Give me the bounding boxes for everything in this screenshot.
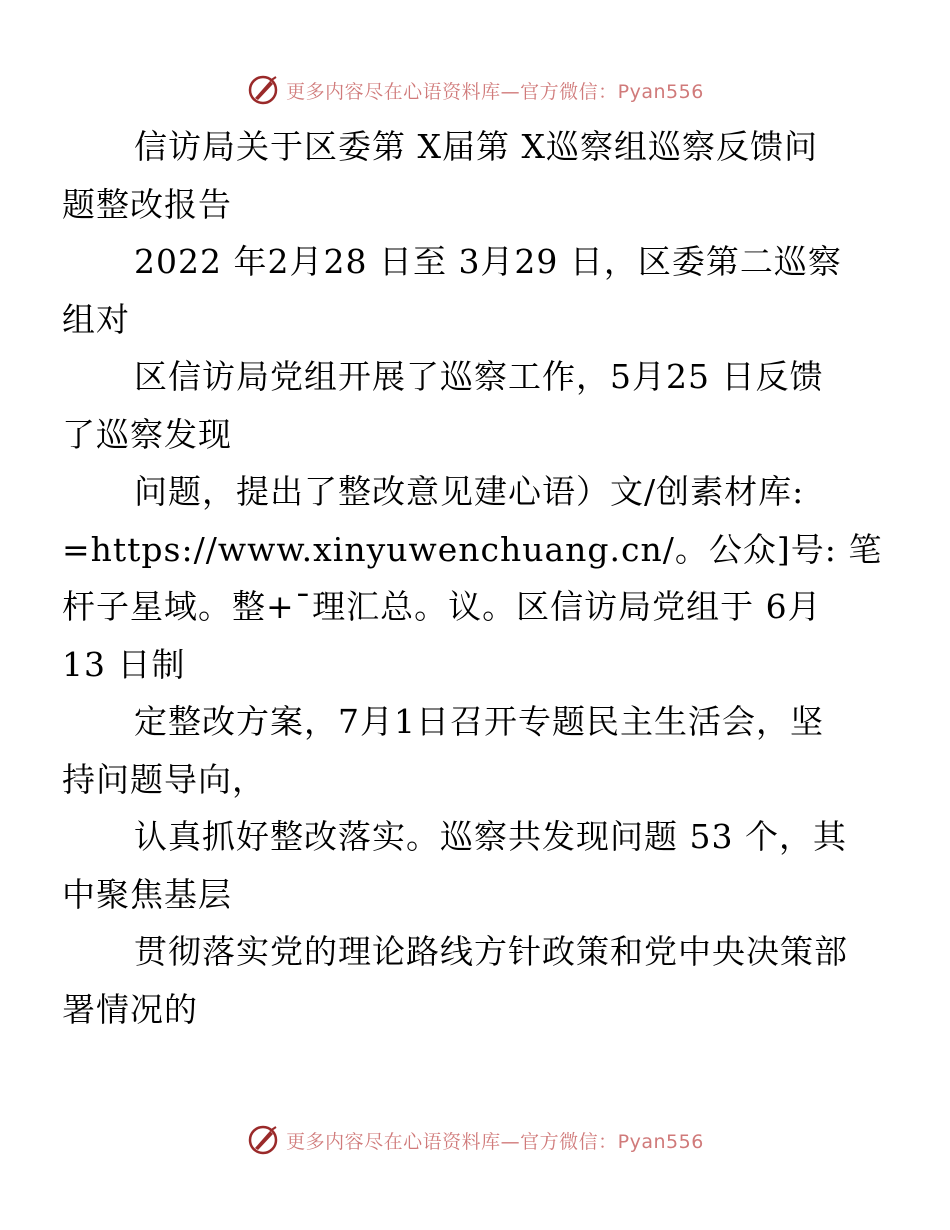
text-line: 信访局关于区委第 X届第 X巡察组巡察反馈问 — [134, 127, 818, 166]
text-line: 署情况的 — [62, 989, 198, 1029]
paragraph — [62, 693, 858, 808]
footer-banner-text: 更多内容尽在心语资料库—官方微信：Pyan556 — [286, 1130, 704, 1153]
text-line: 问题，提出了整改意见建心语）文/创素材库: — [134, 472, 805, 511]
quill-circle-icon — [246, 1123, 280, 1157]
text-line: 持问题导向， — [62, 759, 266, 799]
text-line: 区信访局党组开展了巡察工作，5月25 日反馈 — [134, 357, 824, 396]
text-line: 认真抓好整改落实。巡察共发现问题 53 个，其 — [134, 817, 847, 856]
text-line: 中聚焦基层 — [62, 874, 232, 914]
text-line: 题整改报告 — [62, 184, 232, 224]
text-line: 组对 — [62, 299, 130, 339]
paragraph — [62, 348, 858, 463]
header-banner — [0, 70, 950, 110]
text-line: 贯彻落实党的理论路线方针政策和党中央决策部 — [134, 932, 848, 971]
text-line: 定整改方案，7月1日召开专题民主生活会，坚 — [134, 702, 824, 741]
header-banner-text: 更多内容尽在心语资料库—官方微信：Pyan556 — [286, 80, 704, 103]
footer-banner — [0, 1120, 950, 1160]
text-line: 了巡察发现 — [62, 414, 232, 454]
paragraph — [62, 233, 858, 348]
paragraph-title — [62, 118, 858, 233]
paragraph — [62, 923, 858, 1038]
text-line: 杆子星域。整+¯理汇总。议。区信访局党组于 6月 — [62, 587, 822, 626]
document-body — [62, 118, 883, 1038]
paragraph — [62, 463, 883, 693]
text-line: =https://www.xinyuwenchuang.cn/。公众]号: 笔 — [62, 529, 883, 569]
quill-circle-icon — [246, 73, 280, 107]
text-line: 13 日制 — [62, 644, 186, 684]
text-line: 2022 年2月28 日至 3月29 日，区委第二巡察 — [134, 242, 842, 281]
paragraph — [62, 808, 858, 923]
